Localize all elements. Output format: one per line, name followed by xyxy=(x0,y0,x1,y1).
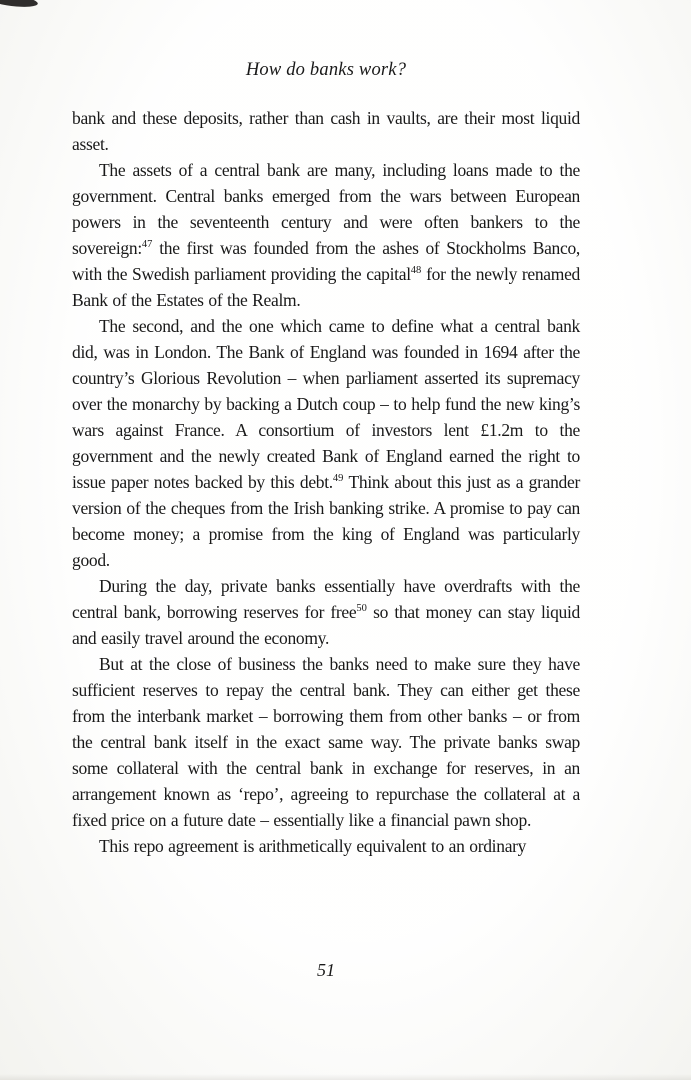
footnote-reference: 50 xyxy=(356,603,367,615)
paragraph: This repo agreement is arithmetically equivalent to an ordinary xyxy=(99,836,527,856)
footnote-reference: 48 xyxy=(410,265,422,277)
paragraph: The assets of a central bank are many, including loans made to the government. Central banks emerged from the wars between European powers in the seventeenth century and were often bankers to the sovereign:$^{47}$ the first was founded from the ashes of Stockholms Banco, with the Swedish parliament providing the capital$^{48}$ for the newly renamed Bank of the Estates of the Realm. xyxy=(72,160,580,310)
paragraph: But at the close of business the banks need to make sure they have sufficient reserves to repay the central bank. They can either get these from the interbank market – borrowing them from other banks – or from the central bank itself in the exact same way. The private banks swap some collateral with the central bank in exchange for reserves, in an arrangement known as ‘repo’, agreeing to repurchase the collateral at a fixed price on a future date – essentially like a financial pawn shop. xyxy=(72,654,580,830)
paragraph: bank and these deposits, rather than cash in vaults, are their most liquid asset. xyxy=(72,108,580,154)
page-number: 51 xyxy=(317,960,335,980)
page-body xyxy=(72,105,580,859)
paragraph: During the day, private banks essentially have overdrafts with the central bank, borrowing reserves for free$^{50}$ so that money can stay liquid and easily travel around the economy. xyxy=(72,576,580,648)
footnote-reference: 47 xyxy=(141,239,153,251)
scan-artifact-top-left xyxy=(0,0,38,9)
paragraph: The second, and the one which came to define what a central bank did, was in London. The Bank of England was founded in 1694 after the country’s Glorious Revolution – when parliament asserted its supremacy over the monarchy by backing a Dutch coup – to help fund the new king’s wars against France. A consortium of investors lent £1.2m to the government and the newly created Bank of England earned the right to issue paper notes backed by this debt.$^{49}$ Think about this just as a grander version of the cheques from the Irish banking strike. A promise to pay can become money; a promise from the king of England was particularly good. xyxy=(72,316,580,570)
text-block xyxy=(72,58,580,859)
running-header: How do banks work? xyxy=(245,60,407,80)
scan-page-edge xyxy=(0,1074,691,1080)
footnote-reference: 49 xyxy=(332,473,344,485)
